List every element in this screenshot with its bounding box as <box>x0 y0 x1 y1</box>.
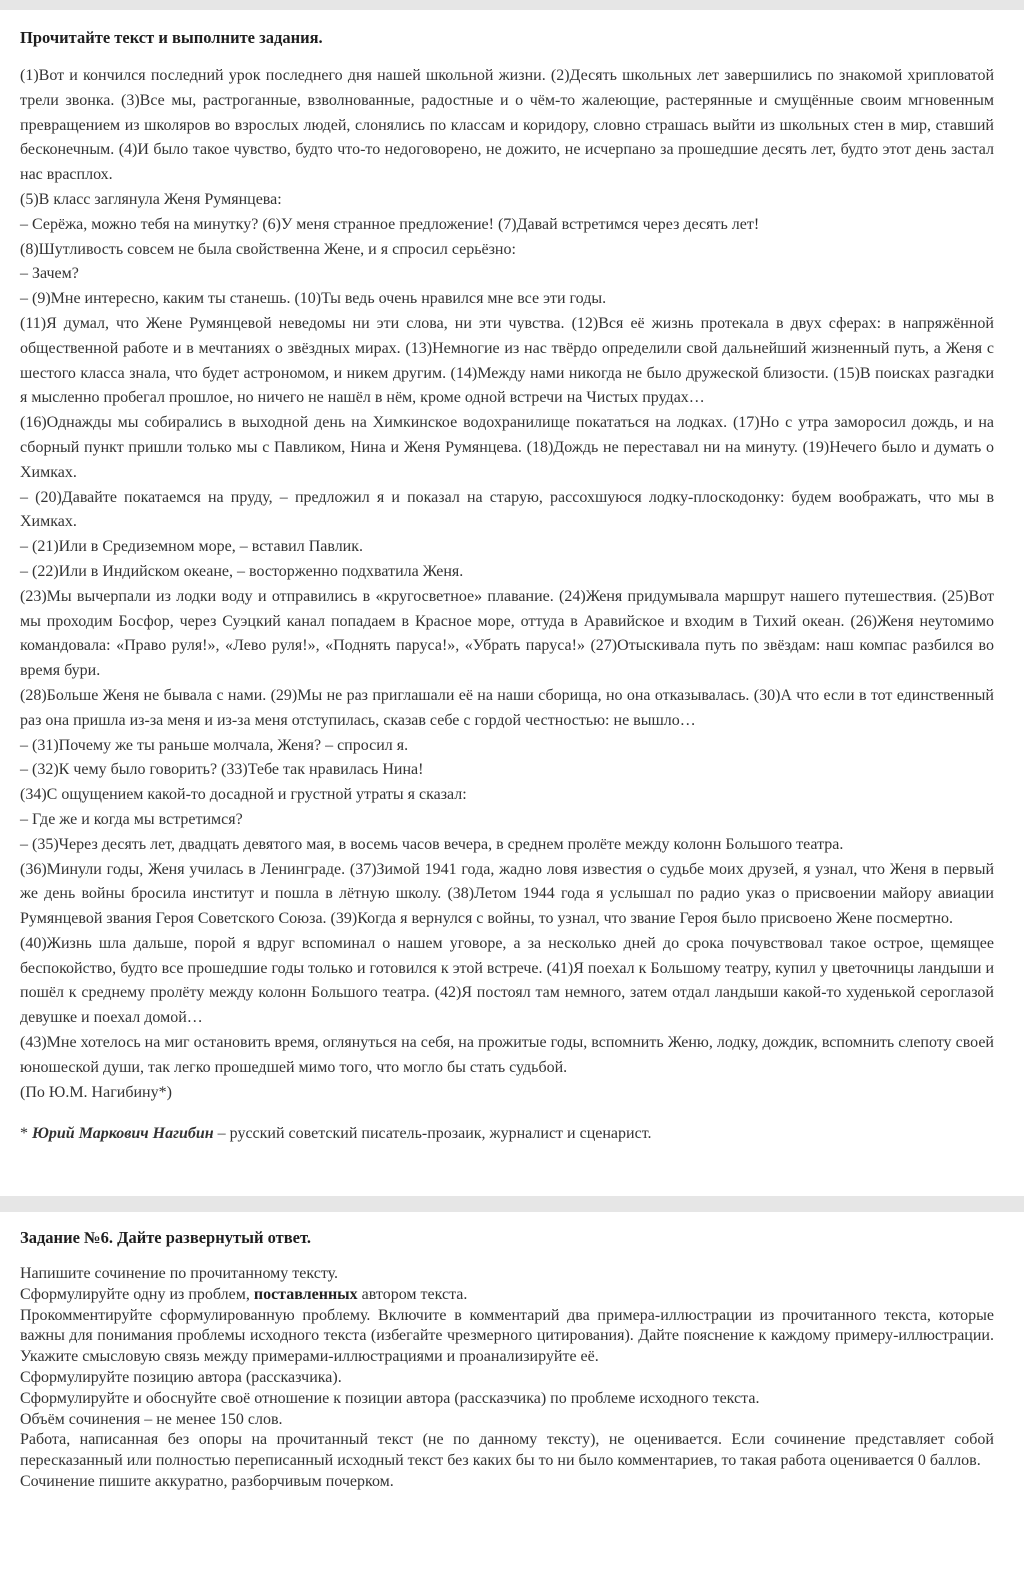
paragraph: (23)Мы вычерпали из лодки воду и отправились в «кругосветное» плавание. (24)Женя придумывала маршрут нашего путешествия. (25)Вот мы проходим Босфор, через Суэцкий канал попадаем в Красное море, оттуда в Аравийское и входим в Тихий океан. (26)Женя неутомимо командовала: «Право руля!», «Лево руля!», «Поднять паруса!», «Убрать паруса!» (27)Отыскивала путь по звёздам: наш компас разбился во время бури. <box>20 587 994 680</box>
task-line: Сочинение пишите аккуратно, разборчивым почерком. <box>20 1472 394 1490</box>
task-text <box>20 1264 994 1493</box>
paragraph: (40)Жизнь шла дальше, порой я вдруг вспоминал о нашем уговоре, а за несколько дней до срока почувствовал такое острое, щемящее беспокойство, будто все прошедшие годы только и готовился к этой встрече. (41)Я поехал к Большому театру, купил у цветочницы ландыши и пошёл к среднему пролёту между колонн Большого театра. (42)Я постоял там немного, затем отдал ландыши какой-то худенькой сероглазой девушке и поехал домой… <box>20 934 994 1027</box>
reading-text <box>20 64 994 1105</box>
author-footnote <box>20 1122 994 1146</box>
paragraph: (28)Больше Женя не бывала с нами. (29)Мы не раз приглашали её на наши сборища, но она отказывалась. (30)А что если в тот единственный раз она пришла из-за меня и из-за меня отступилась, сказав себе с гордой честностью: не вышло… <box>20 686 994 729</box>
paragraph: – (20)Давайте покатаемся на пруду, – предложил я и показал на старую, рассохшуюся лодку-плоскодонку: будем воображать, что мы в Химках. <box>20 488 994 531</box>
paragraph: – Где же и когда мы встретимся? <box>20 810 243 828</box>
paragraph: (5)В класс заглянула Женя Румянцева: <box>20 190 282 208</box>
paragraph: – (31)Почему же ты раньше молчала, Женя? – спросил я. <box>20 736 409 754</box>
paragraph: – Серёжа, можно тебя на минутку? (6)У меня странное предложение! (7)Давай встретимся через десять лет! <box>20 215 760 233</box>
task-line-part: Сформулируйте одну из проблем, <box>20 1285 254 1303</box>
task-line <box>20 1285 994 1306</box>
top-divider <box>0 0 1024 10</box>
section-divider <box>0 1196 1024 1212</box>
paragraph: – (35)Через десять лет, двадцать девятого мая, в восемь часов вечера, в среднем пролёте между колонн Большого театра. <box>20 835 844 853</box>
task-line-emphasis: поставленных <box>253 1285 358 1303</box>
task-line: Объём сочинения – не менее 150 слов. <box>20 1410 283 1428</box>
task-heading: Задание №6. Дайте развернутый ответ. <box>20 1228 311 1247</box>
paragraph: (16)Однажды мы собирались в выходной день на Химкинское водохранилище покататься на лодках. (17)Но с утра заморосил дождь, и на сборный пункт пришли только мы с Павликом, Нина и Женя Румянцева. (18)Дождь не переставал ни на минуту. (19)Нечего было и думать о Химках. <box>20 414 994 481</box>
reading-heading: Прочитайте текст и выполните задания. <box>20 28 323 47</box>
footnote-description: – русский советский писатель-прозаик, журналист и сценарист. <box>213 1125 652 1143</box>
paragraph: (1)Вот и кончился последний урок последнего дня нашей школьной жизни. (2)Десять школьных лет завершились по знакомой хрипловатой трели звонка. (3)Все мы, растроганные, взволнованные, радостные и о чём-то жалеющие, растерянные и смущённые своим мгновенным превращением из школяров во взрослых людей, слонялись по классам и коридору, словно страшась выйти из школьных стен в мир, ставший бесконечным. (4)И было такое чувство, будто что-то недоговорено, не дожито, не исчерпано за прошедшие десять лет, будто этот день застал нас врасплох. <box>20 67 994 184</box>
paragraph: (34)С ощущением какой-то досадной и грустной утраты я сказал: <box>20 786 467 804</box>
paragraph: – (21)Или в Средиземном море, – вставил Павлик. <box>20 538 364 556</box>
reading-card <box>0 10 1024 1196</box>
task-line: Сформулируйте и обоснуйте своё отношение к позиции автора (рассказчика) по проблеме исходного текста. <box>20 1389 760 1407</box>
task-line-part: автором текста. <box>357 1285 468 1303</box>
task-line: Сформулируйте позицию автора (рассказчика). <box>20 1368 342 1386</box>
paragraph: – Зачем? <box>20 265 79 283</box>
footnote-marker: * <box>20 1125 32 1143</box>
task-line: Напишите сочинение по прочитанному тексту. <box>20 1265 339 1282</box>
task-line: Работа, написанная без опоры на прочитанный текст (не по данному тексту), не оценивается. Если сочинение представляет собой пересказанный или полностью переписанный исходный текст без каких бы то ни было комментариев, то такая работа оценивается 0 баллов. <box>20 1431 994 1470</box>
task-card <box>0 1212 1024 1580</box>
source-attribution: (По Ю.М. Нагибину*) <box>20 1083 172 1101</box>
paragraph: – (22)Или в Индийском океане, – восторженно подхватила Женя. <box>20 562 464 580</box>
footnote-author: Юрий Маркович Нагибин <box>32 1125 214 1143</box>
paragraph: (43)Мне хотелось на миг остановить время, оглянуться на себя, на прожитые годы, вспомнить Женю, лодку, дождик, вспомнить слепоту своей юношеской души, так легко прошедшей мимо того, что могло бы стать судьбой. <box>20 1034 994 1076</box>
paragraph: (11)Я думал, что Жене Румянцевой неведомы ни эти слова, ни эти чувства. (12)Вся её жизнь протекала в двух сферах: в напряжённой общественной работе и в мечтаниях о звёздных мирах. (13)Немногие из нас твёрдо определили свой дальнейший жизненный путь, а Женя с шестого класса знала, что будет астрономом, и никем другим. (14)Между нами никогда не было дружеской близости. (15)В поисках разгадки я мысленно пробегал прошлое, но ничего не нашёл в нём, кроме одной встречи на Чистых прудах… <box>20 314 994 407</box>
paragraph: – (9)Мне интересно, каким ты станешь. (10)Ты ведь очень нравился мне все эти годы. <box>20 290 607 308</box>
paragraph: (36)Минули годы, Женя училась в Ленинграде. (37)Зимой 1941 года, жадно ловя известия о судьбе моих друзей, я узнал, что Женя в первый же день войны бросила институт и пошла в лётную школу. (38)Летом 1944 года я услышал по радио указ о присвоении майору авиации Румянцевой звания Героя Советского Союза. (39)Когда я вернулся с войны, то узнал, что звание Героя было присвоено Жене посмертно. <box>20 860 994 928</box>
task-line: Прокомментируйте сформулированную проблему. Включите в комментарий два примера-иллюстрации из прочитанного текста, которые важны для понимания проблемы исходного текста (избегайте чрезмерного цитирования). Дайте пояснение к каждому примеру-иллюстрации. Укажите смысловую связь между примерами-иллюстрациями и проанализируйте её. <box>20 1306 994 1366</box>
paragraph: – (32)К чему было говорить? (33)Тебе так нравилась Нина! <box>20 761 424 779</box>
paragraph: (8)Шутливость совсем не была свойственна Жене, и я спросил серьёзно: <box>20 240 516 258</box>
